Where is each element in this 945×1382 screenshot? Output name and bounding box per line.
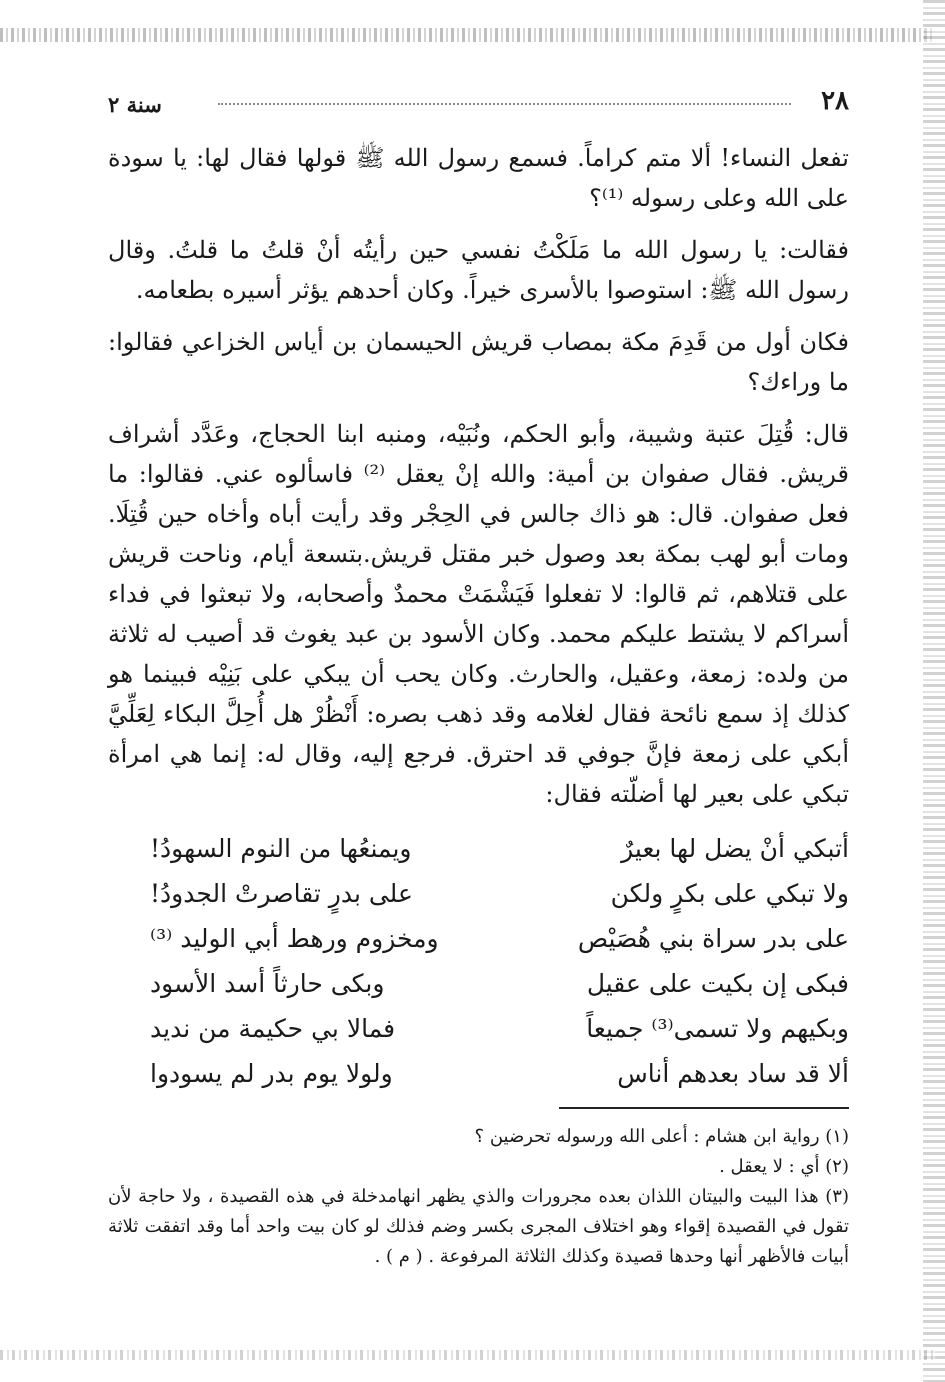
- footnote: (١) رواية ابن هشام : أعلى الله ورسوله تحرضين ؟: [474, 1126, 849, 1147]
- poem: [150, 826, 849, 1096]
- poem-verse: [150, 871, 849, 916]
- poem-first-hemistich: وبكيهم ولا تسمى⁽³⁾ جميعاً: [586, 1014, 849, 1043]
- poem-verse: [150, 916, 849, 961]
- poem-verse: [150, 961, 849, 1006]
- paragraph: قال: قُتِلَ عتبة وشيبة، وأبو الحكم، ونُبَيْه، ومنبه ابنا الحجاج، وعَدَّد أشراف قريش. فقال صفوان بن أمية: والله إنْ يعقل ⁽²⁾ فاسألوه عني. فقالوا: ما فعل صفوان. قال: هو ذاك جالس في الحِجْر وقد رأيت أباه وأخاه حين قُتِلَا. ومات أبو لهب بمكة بعد وصول خبر مقتل قريش.بتسعة أيام، وناحت قريش على قتلاهم، ثم قالوا: لا تفعلوا فَيَشْمَتْ محمدٌ وأصحابه، ولا تبعثوا في فداء أسراكم لا يشتط عليكم محمد. وكان الأسود بن عبد يغوث قد أصيب له ثلاثة من ولده: زمعة، وعقيل، والحارث. وكان يحب أن يبكي على بَنِيْه فبينما هو كذلك إذ سمع نائحة فقال لغلامه وقد ذهب بصره: أَنْظُرْ هل أُحِلَّ البكاء لِعَلِّيَّ أبكي على زمعة فإنَّ جوفي قد احترق. فرجع إليه، وقال له: إنما هي امرأة تبكي على بعير لها أضلّته فقال:: [108, 420, 849, 808]
- decorative-border-top: [0, 28, 935, 42]
- paragraph: فكان أول من قَدِمَ مكة بمصاب قريش الحيسمان بن أياس الخزاعي فقالوا: ما وراءك؟: [108, 328, 849, 396]
- decorative-border-bottom: [0, 1350, 935, 1360]
- poem-first-hemistich: أتبكي أنْ يضل لها بعيرٌ: [621, 834, 849, 863]
- running-head: سنة ٢: [108, 92, 162, 117]
- poem-second-hemistich: ولولا يوم بدر لم يسودوا: [150, 1059, 393, 1088]
- poem-verse: [150, 1006, 849, 1051]
- poem-second-hemistich: ومخزوم ورهط أبي الوليد ⁽³⁾: [150, 924, 439, 953]
- footnote: (٣) هذا البيت والبيتان اللذان بعده مجرورات والذي يظهر انهامدخلة في هذه القصيدة ، ولا حاجة لأن تقول في القصيدة إقواء وهو اختلاف المجرى بكسر وضم فذلك لو كان بيت واحد أما وقد اتفقت ثلاثة أبيات فالأظهر أنها وحدها قصيدة وكذلك الثلاثة المرفوعة . ( م ) .: [108, 1186, 849, 1267]
- poem-first-hemistich: فبكى إن بكيت على عقيل: [586, 969, 849, 998]
- body-text: [108, 138, 849, 814]
- page-header: [108, 86, 849, 126]
- header-dotted-rule: [218, 103, 791, 105]
- page-number: ٢٨: [821, 86, 849, 116]
- footnote: (٢) أي : لا يعقل .: [719, 1156, 849, 1177]
- poem-verse: [150, 1051, 849, 1096]
- poem-second-hemistich: ويمنعُها من النوم السهودُ!: [150, 834, 412, 863]
- paragraph: فقالت: يا رسول الله ما مَلَكْتُ نفسي حين رأيتُه أنْ قلتُ ما قلتُ. وقال رسول الله ﷺ: استوصوا بالأسرى خيراً. وكان أحدهم يؤثر أسيره بطعامه.: [108, 236, 849, 304]
- poem-first-hemistich: ولا تبكي على بكرٍ ولكن: [610, 879, 849, 908]
- poem-first-hemistich: على بدر سراة بني هُصَيْص: [577, 924, 849, 953]
- poem-second-hemistich: فمالا بي حكيمة من نديد: [150, 1014, 396, 1043]
- decorative-border-right: [923, 0, 945, 1382]
- poem-first-hemistich: ألا قد ساد بعدهم أناس: [617, 1059, 849, 1088]
- footnote-separator: [559, 1107, 849, 1109]
- footnotes: [108, 1122, 849, 1272]
- paragraph: تفعل النساء! ألا متم كراماً. فسمع رسول الله ﷺ قولها فقال لها: يا سودة على الله وعلى رسوله ⁽¹⁾؟: [108, 144, 849, 212]
- poem-verse: [150, 826, 849, 871]
- poem-second-hemistich: وبكى حارثاً أسد الأسود: [150, 969, 385, 998]
- poem-second-hemistich: على بدرٍ تقاصرتْ الجدودُ!: [150, 879, 413, 908]
